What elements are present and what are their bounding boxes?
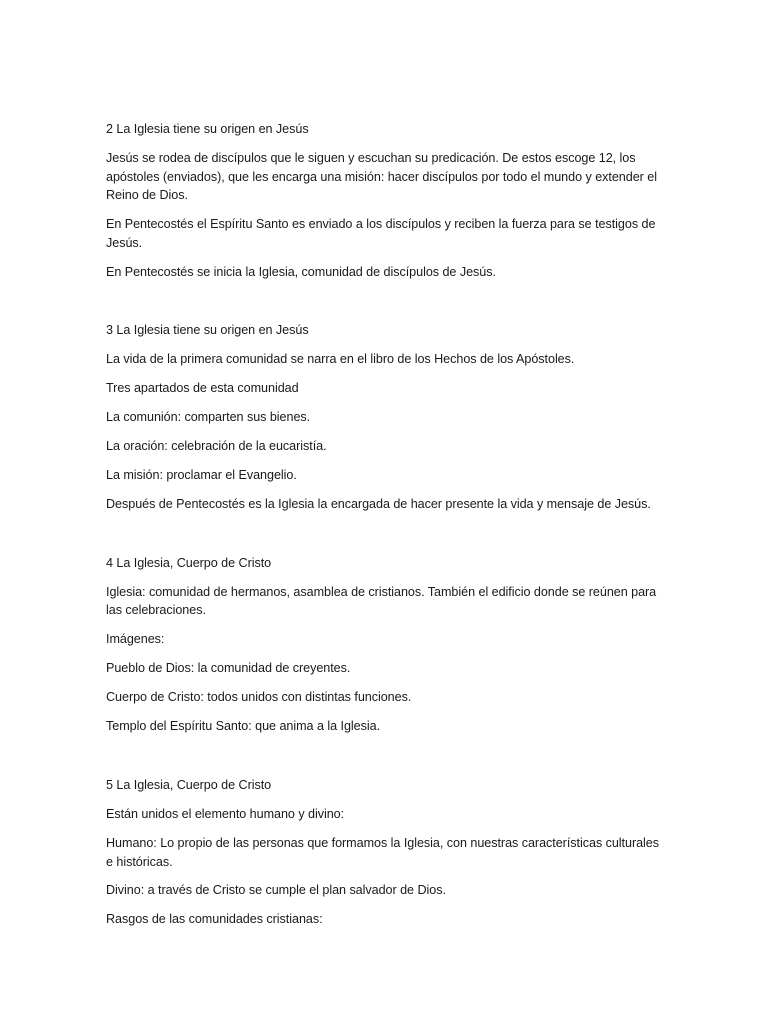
paragraph: Cuerpo de Cristo: todos unidos con distintas funciones. xyxy=(106,690,412,705)
paragraph: En Pentecostés el Espíritu Santo es enviado a los discípulos y reciben la fuerza para se testigos de Jesús. xyxy=(106,217,656,250)
paragraph: Después de Pentecostés es la Iglesia la encargada de hacer presente la vida y mensaje de Jesús. xyxy=(106,497,651,512)
paragraph: En Pentecostés se inicia la Iglesia, comunidad de discípulos de Jesús. xyxy=(106,264,496,279)
section-2 xyxy=(106,120,666,281)
paragraph: La misión: proclamar el Evangelio. xyxy=(106,468,297,483)
paragraph: Pueblo de Dios: la comunidad de creyentes. xyxy=(106,661,351,676)
paragraph: Imágenes: xyxy=(106,632,165,647)
section-heading: 3 La Iglesia tiene su origen en Jesús xyxy=(106,323,309,338)
section-heading: 4 La Iglesia, Cuerpo de Cristo xyxy=(106,555,272,570)
section-heading: 2 La Iglesia tiene su origen en Jesús xyxy=(106,122,309,136)
paragraph: Divino: a través de Cristo se cumple el plan salvador de Dios. xyxy=(106,883,446,898)
paragraph: Iglesia: comunidad de hermanos, asamblea de cristianos. También el edificio donde se reúnen para las celebraciones. xyxy=(106,584,657,618)
section-5 xyxy=(106,776,666,929)
paragraph: Templo del Espíritu Santo: que anima a la Iglesia. xyxy=(106,719,381,734)
paragraph: La comunión: comparten sus bienes. xyxy=(106,410,311,425)
paragraph: Tres apartados de esta comunidad xyxy=(106,381,299,396)
document-body xyxy=(106,120,666,969)
section-heading: 5 La Iglesia, Cuerpo de Cristo xyxy=(106,777,272,792)
paragraph: La vida de la primera comunidad se narra en el libro de los Hechos de los Apóstoles. xyxy=(106,352,575,367)
paragraph: Humano: Lo propio de las personas que formamos la Iglesia, con nuestras características culturales e históricas. xyxy=(106,835,660,869)
paragraph: Rasgos de las comunidades cristianas: xyxy=(106,912,323,927)
section-3 xyxy=(106,321,666,514)
paragraph: La oración: celebración de la eucaristía. xyxy=(106,439,327,454)
section-4 xyxy=(106,554,666,736)
paragraph: Están unidos el elemento humano y divino: xyxy=(106,806,345,821)
paragraph: Jesús se rodea de discípulos que le siguen y escuchan su predicación. De estos escoge 12, los apóstoles (enviados), que les encarga una misión: hacer discípulos por todo el mundo y extender el Reino de Dios. xyxy=(106,150,657,203)
